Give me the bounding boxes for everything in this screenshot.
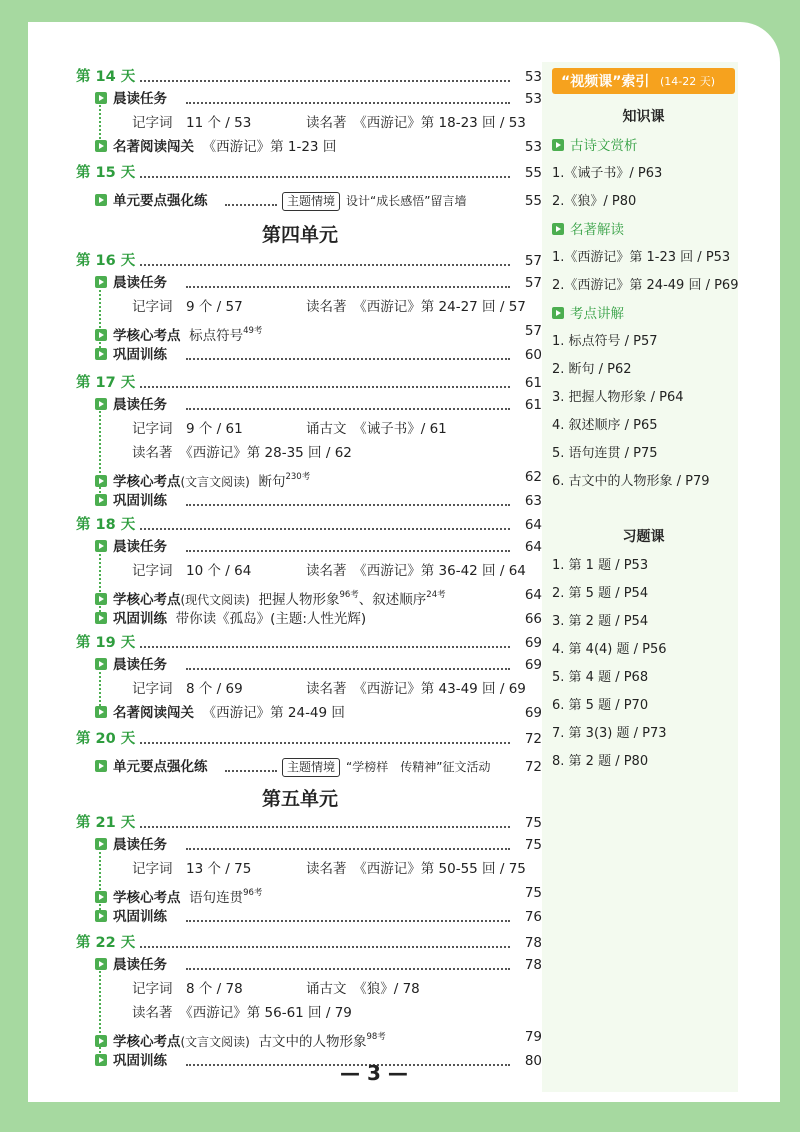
entry-learn-core[interactable]: 学核心考点(文言文阅读) 古文中的人物形象$^{98考}$	[95, 1026, 386, 1048]
d19-novel: 读名著 《西游记》第 43-49 回 / 69	[306, 681, 526, 697]
leader	[186, 102, 510, 104]
day-14-title: 第 14 天	[76, 69, 136, 85]
day-19-title: 第 19 天	[76, 635, 136, 651]
entry-consolidate[interactable]: 巩固训练	[95, 344, 167, 366]
play-icon	[95, 910, 107, 922]
day-22-title: 第 22 天	[76, 935, 136, 951]
video-link[interactable]: 2.《狼》/ P80	[552, 194, 637, 209]
play-icon	[95, 540, 107, 552]
entry-classic-reading[interactable]: 名著阅读闯关 《西游记》第 1-23 回	[95, 136, 336, 158]
page-ref: 61	[524, 397, 542, 413]
day-17-page: 61	[524, 375, 542, 391]
play-icon	[552, 139, 564, 151]
day-19-page: 69	[524, 635, 542, 651]
page-ref: 53	[524, 139, 542, 155]
leader	[140, 80, 510, 82]
play-icon	[95, 958, 107, 970]
d17-novel: 读名著 《西游记》第 28-35 回 / 62	[132, 445, 352, 461]
day-21-page: 75	[524, 815, 542, 831]
theme-tag: 主题情境	[282, 758, 340, 777]
entry-morning-task[interactable]: 晨读任务	[95, 654, 167, 676]
page-ref: 78	[524, 957, 542, 973]
play-icon	[95, 612, 107, 624]
leader	[140, 742, 510, 744]
play-icon	[95, 140, 107, 152]
entry-unit-drill[interactable]: 单元要点强化练	[95, 756, 208, 778]
knowledge-heading: 知识课	[622, 109, 665, 125]
leader	[186, 848, 510, 850]
d22-novel: 读名著 《西游记》第 56-61 回 / 79	[132, 1005, 352, 1021]
video-link[interactable]: 4. 叙述顺序 / P65	[552, 418, 658, 433]
leader	[140, 176, 510, 178]
page-ref: 55	[524, 193, 542, 209]
video-link[interactable]: 6. 古文中的人物形象 / P79	[552, 474, 710, 489]
page-ref: 72	[524, 759, 542, 775]
day-15-page: 55	[524, 165, 542, 181]
video-link[interactable]: 1.《西游记》第 1-23 回 / P53	[552, 250, 731, 265]
day-14-page: 53	[524, 69, 542, 85]
theme-context: 主题情境 “学榜样 传精神”征文活动	[282, 756, 490, 778]
entry-consolidate[interactable]: 巩固训练	[95, 906, 167, 928]
d21-novel: 读名著 《西游记》第 50-55 回 / 75	[306, 861, 526, 877]
entry-morning-task[interactable]: 晨读任务	[95, 954, 167, 976]
leader	[186, 668, 510, 670]
d17-recite: 诵古文 《诫子书》/ 61	[306, 421, 447, 437]
page-ref: 75	[524, 885, 542, 901]
entry-consolidate[interactable]: 巩固训练	[95, 1050, 167, 1072]
page-ref: 53	[524, 91, 542, 107]
video-link[interactable]: 5. 语句连贯 / P75	[552, 446, 658, 461]
page-ref: 80	[524, 1053, 542, 1069]
d17-words: 记字词 9 个 / 61	[132, 421, 243, 437]
leader	[140, 946, 510, 948]
leader	[140, 826, 510, 828]
play-icon	[95, 92, 107, 104]
exercise-link[interactable]: 1. 第 1 题 / P53	[552, 558, 649, 573]
leader	[186, 968, 510, 970]
day-16-title: 第 16 天	[76, 253, 136, 269]
d22-words: 记字词 8 个 / 78	[132, 981, 243, 997]
exercise-link[interactable]: 6. 第 5 题 / P70	[552, 698, 649, 713]
d22-recite: 诵古文 《狼》/ 78	[306, 981, 420, 997]
play-icon	[95, 891, 107, 903]
d14-novel: 读名著 《西游记》第 18-23 回 / 53	[306, 115, 526, 131]
page-number: — 3 —	[340, 1061, 408, 1085]
entry-learn-core[interactable]: 学核心考点(文言文阅读) 断句$^{230考}$	[95, 466, 310, 488]
theme-context: 主题情境 设计“成长感悟”留言墙	[282, 190, 466, 212]
day-21-title: 第 21 天	[76, 815, 136, 831]
leader	[225, 204, 277, 206]
day-20-page: 72	[524, 731, 542, 747]
day-15-title: 第 15 天	[76, 165, 136, 181]
play-icon	[95, 593, 107, 605]
theme-tag: 主题情境	[282, 192, 340, 211]
play-icon	[95, 1035, 107, 1047]
entry-learn-core[interactable]: 学核心考点(现代文阅读) 把握人物形象$^{96考}$、叙述顺序$^{24考}$	[95, 584, 446, 606]
play-icon	[95, 276, 107, 288]
exercise-link[interactable]: 5. 第 4 题 / P68	[552, 670, 649, 685]
leader	[140, 646, 510, 648]
page-ref: 60	[524, 347, 542, 363]
play-icon	[95, 658, 107, 670]
d14-words: 记字词 11 个 / 53	[132, 115, 252, 131]
leader	[186, 286, 510, 288]
section-poetry: 古诗文赏析	[552, 134, 638, 154]
page-ref: 76	[524, 909, 542, 925]
section-exam-points: 考点讲解	[552, 302, 624, 322]
play-icon	[95, 329, 107, 341]
unit-4-heading: 第四单元	[262, 224, 339, 246]
day-16-page: 57	[524, 253, 542, 269]
play-icon	[95, 398, 107, 410]
video-index-range: (14-22 天)	[660, 75, 716, 88]
entry-classic-reading[interactable]: 名著阅读闯关 《西游记》第 24-49 回	[95, 702, 345, 724]
day-20-title: 第 20 天	[76, 731, 136, 747]
exercise-link[interactable]: 3. 第 2 题 / P54	[552, 614, 649, 629]
exercise-link[interactable]: 2. 第 5 题 / P54	[552, 586, 649, 601]
page-ref: 57	[524, 323, 542, 339]
page-ref: 57	[524, 275, 542, 291]
entry-learn-core[interactable]: 学核心考点 标点符号$^{49考}$	[95, 320, 262, 342]
leader	[186, 920, 510, 922]
leader	[186, 408, 510, 410]
d16-words: 记字词 9 个 / 57	[132, 299, 243, 315]
d19-words: 记字词 8 个 / 69	[132, 681, 243, 697]
leader	[140, 386, 510, 388]
page-ref: 75	[524, 837, 542, 853]
unit-5-heading: 第五单元	[262, 788, 339, 810]
d18-novel: 读名著 《西游记》第 36-42 回 / 64	[306, 563, 526, 579]
leader	[225, 770, 277, 772]
exercise-link[interactable]: 8. 第 2 题 / P80	[552, 754, 649, 769]
page-ref: 79	[524, 1029, 542, 1045]
video-link[interactable]: 2. 断句 / P62	[552, 362, 632, 377]
entry-morning-task[interactable]: 晨读任务	[95, 834, 167, 856]
play-icon	[95, 1054, 107, 1066]
d18-words: 记字词 10 个 / 64	[132, 563, 252, 579]
play-icon	[95, 706, 107, 718]
video-link[interactable]: 1.《诫子书》/ P63	[552, 166, 663, 181]
video-index-title: “视频课”索引	[561, 74, 650, 90]
exercise-link[interactable]: 4. 第 4(4) 题 / P56	[552, 642, 667, 657]
d16-novel: 读名著 《西游记》第 24-27 回 / 57	[306, 299, 526, 315]
play-icon	[552, 307, 564, 319]
video-index-banner	[552, 68, 735, 94]
entry-morning-task[interactable]: 晨读任务	[95, 272, 167, 294]
day-17-title: 第 17 天	[76, 375, 136, 391]
page-ref: 69	[524, 657, 542, 673]
play-icon	[552, 223, 564, 235]
video-index-panel	[542, 62, 738, 1092]
page-ref: 66	[524, 611, 542, 627]
entry-morning-task[interactable]: 晨读任务	[95, 394, 167, 416]
page-ref: 69	[524, 705, 542, 721]
day-22-page: 78	[524, 935, 542, 951]
leader	[140, 528, 510, 530]
video-link[interactable]: 3. 把握人物形象 / P64	[552, 390, 684, 405]
d21-words: 记字词 13 个 / 75	[132, 861, 252, 877]
entry-unit-drill[interactable]: 单元要点强化练	[95, 190, 208, 212]
day-18-page: 64	[524, 517, 542, 533]
play-icon	[95, 760, 107, 772]
leader	[186, 550, 510, 552]
page-ref: 64	[524, 539, 542, 555]
entry-consolidate[interactable]: 巩固训练 带你读《孤岛》(主题:人性光辉)	[95, 608, 366, 630]
section-classics: 名著解读	[552, 218, 624, 238]
leader	[186, 504, 510, 506]
exercise-link[interactable]: 7. 第 3(3) 题 / P73	[552, 726, 667, 741]
page-ref: 63	[524, 493, 542, 509]
play-icon	[95, 494, 107, 506]
entry-morning-task[interactable]: 晨读任务	[95, 88, 167, 110]
entry-morning-task[interactable]: 晨读任务	[95, 536, 167, 558]
day-18-title: 第 18 天	[76, 517, 136, 533]
leader	[186, 358, 510, 360]
video-link[interactable]: 2.《西游记》第 24-49 回 / P69	[552, 278, 739, 293]
page-ref: 64	[524, 587, 542, 603]
leader	[140, 264, 510, 266]
play-icon	[95, 475, 107, 487]
video-link[interactable]: 1. 标点符号 / P57	[552, 334, 658, 349]
exercise-heading: 习题课	[622, 529, 665, 545]
page-ref: 62	[524, 469, 542, 485]
play-icon	[95, 194, 107, 206]
entry-consolidate[interactable]: 巩固训练	[95, 490, 167, 512]
entry-learn-core[interactable]: 学核心考点 语句连贯$^{96考}$	[95, 882, 262, 904]
play-icon	[95, 348, 107, 360]
play-icon	[95, 838, 107, 850]
